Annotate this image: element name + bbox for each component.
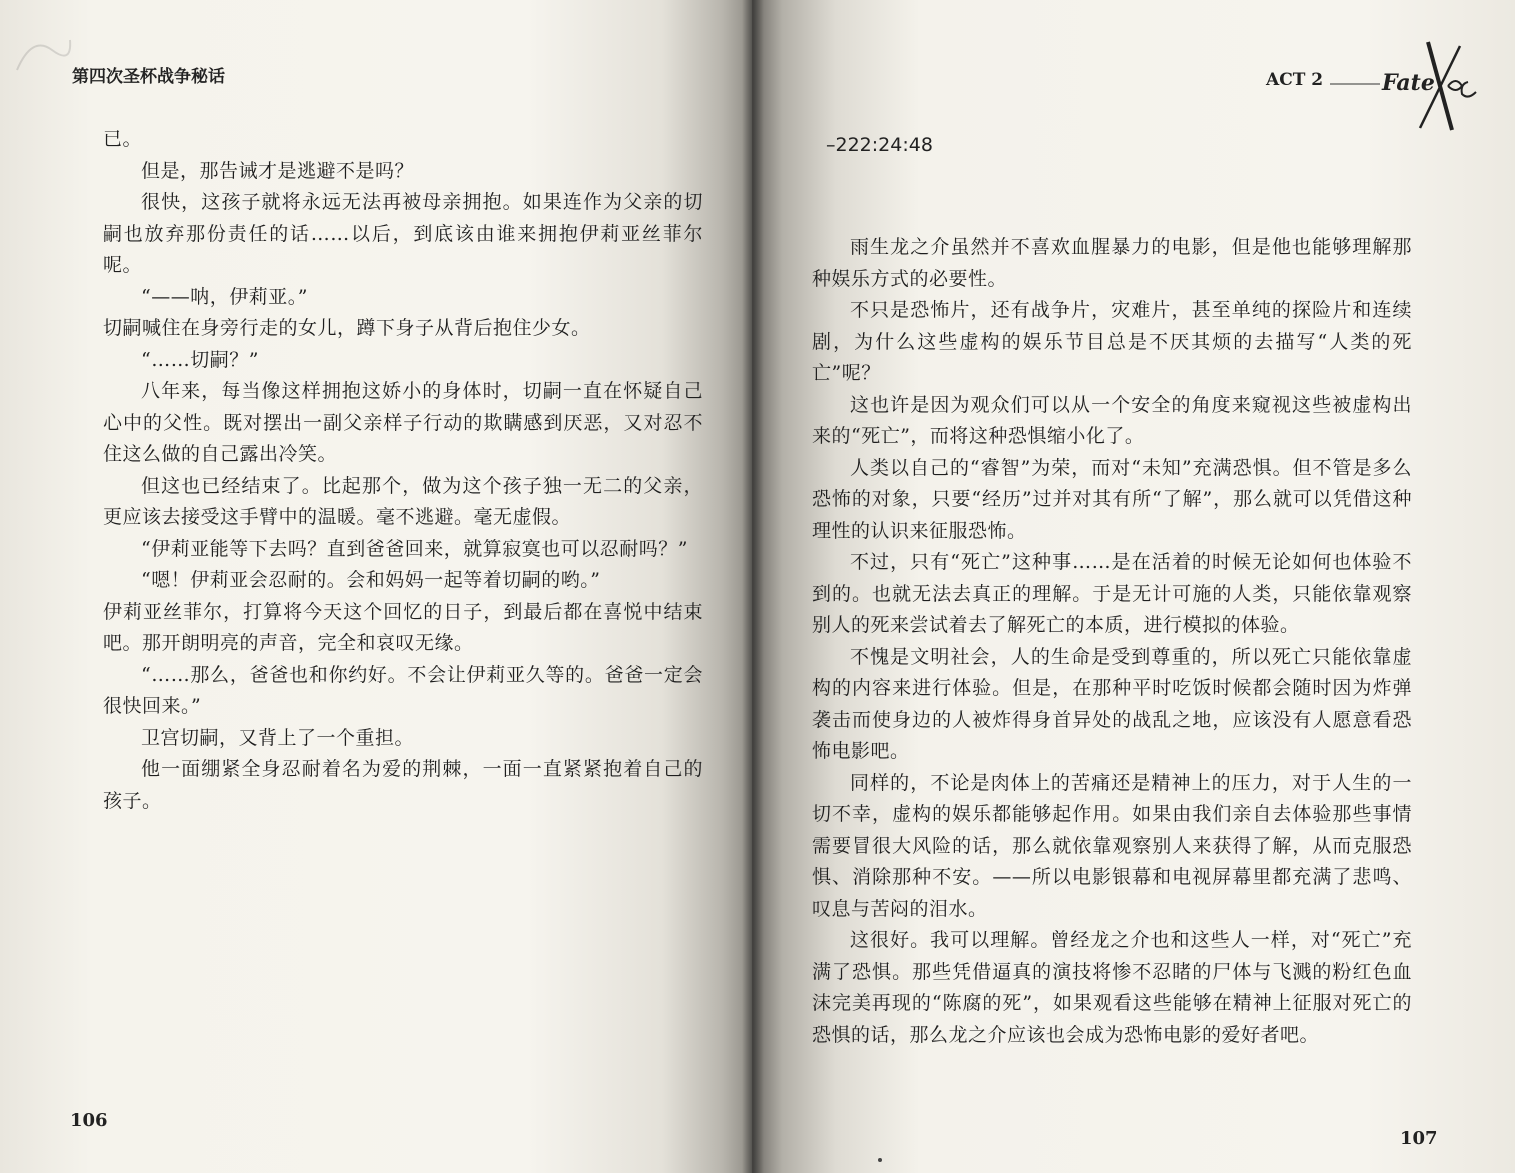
- paragraph: 这很好。我可以理解。曾经龙之介也和这些人一样，对“死亡”充满了恐惧。那些凭借逼真的演技将惨不忍睹的尸体与飞溅的粉红色血沫完美再现的“陈腐的死”，如果观看这些能够在精神上征服对死亡的恐惧的话，那么龙之介应该也会成为恐怖电影的爱好者吧。: [812, 929, 1412, 1046]
- paragraph: 他一面绷紧全身忍耐着名为爱的荆棘，一面一直紧紧抱着自己的孩子。: [103, 758, 703, 812]
- left-body-text: [103, 124, 703, 817]
- paragraph: 卫宫切嗣，又背上了一个重担。: [141, 726, 415, 749]
- paragraph: 不过，只有“死亡”这种事……是在活着的时候无论如何也体验不到的。也就无法去真正的理解。于是无计可施的人类，只能依靠观察别人的死来尝试着去了解死亡的本质，进行模拟的体验。: [812, 551, 1412, 636]
- running-header: 第四次圣杯战争秘话: [72, 67, 225, 87]
- book-gutter: [742, 0, 764, 1173]
- paragraph: 不只是恐怖片，还有战争片，灾难片，甚至单纯的探险片和连续剧，为什么这些虚构的娱乐节目总是不厌其烦的去描写“人类的死亡”呢？: [812, 299, 1412, 384]
- paragraph: 人类以自己的“睿智”为荣，而对“未知”充满恐惧。但不管是多么恐怖的对象，只要“经历”过并对其有所“了解”，那么就可以凭借这种理性的认识来征服恐怖。: [812, 456, 1412, 542]
- page-number: 106: [70, 1110, 108, 1131]
- page-number: 107: [1400, 1128, 1438, 1149]
- svg-text:Fate: Fate: [1382, 70, 1435, 96]
- ghost-logo-icon: [12, 30, 72, 80]
- running-header: ACT 2: [1266, 70, 1324, 90]
- paragraph: “……那么，爸爸也和你约好。不会让伊莉亚久等的。爸爸一定会很快回来。”: [103, 663, 703, 717]
- timestamp: –222:24:48: [826, 134, 933, 156]
- paragraph: “嗯！伊莉亚会忍耐的。会和妈妈一起等着切嗣的哟。”: [141, 569, 601, 591]
- paragraph: 同样的，不论是肉体上的苦痛还是精神上的压力，对于人生的一切不幸，虚构的娱乐都能够起作用。如果由我们亲自去体验那些事情需要冒很大风险的话，那么就依靠观察别人来获得了解，从而克服恐惧、消除那种不安。——所以电影银幕和电视屏幕里都充满了悲鸣、叹息与苦闷的泪水。: [812, 771, 1412, 920]
- paragraph: 但是，那告诫才是逃避不是吗？: [141, 159, 415, 182]
- paragraph: 伊莉亚丝菲尔，打算将今天这个回忆的日子，到最后都在喜悦中结束吧。那开朗明亮的声音，完全和哀叹无缘。: [103, 600, 703, 654]
- paragraph: 雨生龙之介虽然并不喜欢血腥暴力的电影，但是他也能够理解那种娱乐方式的必要性。: [812, 236, 1412, 290]
- right-body-text: [812, 232, 1412, 1051]
- paragraph: “……切嗣？”: [141, 348, 259, 371]
- paragraph: 很快，这孩子就将永远无法再被母亲拥抱。如果连作为父亲的切嗣也放弃那份责任的话……以后，到底该由谁来拥抱伊莉亚丝菲尔呢。: [103, 191, 703, 276]
- paragraph: 不愧是文明社会，人的生命是受到尊重的，所以死亡只能依靠虚构的内容来进行体验。但是，在那种平时吃饭时候都会随时因为炸弹袭击而使身边的人被炸得身首异处的战乱之地，应该没有人愿意看恐怖电影吧。: [812, 645, 1412, 762]
- paragraph: 切嗣喊住在身旁行走的女儿，蹲下身子从背后抱住少女。: [103, 317, 591, 339]
- paragraph: 这也许是因为观众们可以从一个安全的角度来窥视这些被虚构出来的“死亡”，而将这种恐惧缩小化了。: [812, 393, 1412, 447]
- paragraph: “伊莉亚能等下去吗？直到爸爸回来，就算寂寞也可以忍耐吗？”: [141, 537, 688, 560]
- fate-zero-logo-icon: [1320, 38, 1490, 138]
- paragraph: 八年来，每当像这样拥抱这娇小的身体时，切嗣一直在怀疑自己心中的父性。既对摆出一副父亲样子行动的欺瞒感到厌恶，又对忍不住这么做的自己露出冷笑。: [103, 380, 703, 465]
- paragraph: 已。: [103, 128, 143, 150]
- left-page: [0, 0, 752, 1173]
- paragraph: “——呐，伊莉亚。”: [141, 285, 308, 308]
- page-mark: [878, 1158, 882, 1162]
- paragraph: 但这也已经结束了。比起那个，做为这个孩子独一无二的父亲，更应该去接受这手臂中的温暖。毫不逃避。毫无虚假。: [103, 474, 703, 528]
